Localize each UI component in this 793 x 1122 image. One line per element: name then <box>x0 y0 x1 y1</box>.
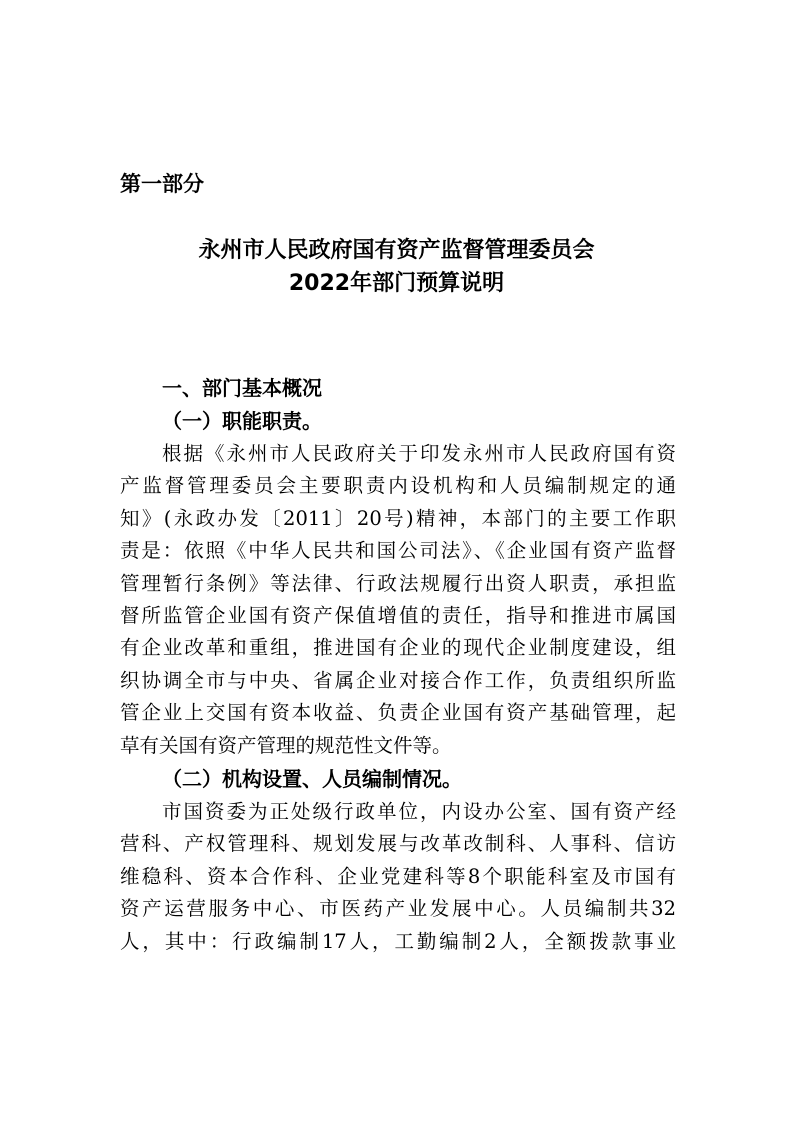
paragraph-line: 织协调全市与中央、省属企业对接合作工作，负责组织所监 <box>120 668 676 692</box>
paragraph <box>120 438 676 762</box>
title-line: 永州市人民政府国有资产监督管理委员会 <box>198 238 595 263</box>
paragraph-line: 管理暂行条例》等法律、行政法规履行出资人职责，承担监 <box>120 571 676 595</box>
subsection-heading: （一）职能职责。 <box>162 409 322 433</box>
paragraph-line: 督所监管企业国有资产保值增值的责任，指导和推进市属国 <box>120 604 676 628</box>
document-body <box>120 372 676 958</box>
section-heading: 一、部门基本概况 <box>162 376 322 400</box>
part-label: 第一部分 <box>120 172 204 196</box>
paragraph-line: 维稳科、资本合作科、企业党建科等8个职能科室及市国有 <box>120 864 676 888</box>
paragraph-line: 产监督管理委员会主要职责内设机构和人员编制规定的通 <box>120 474 676 498</box>
title-line: 2022年部门预算说明 <box>288 271 505 296</box>
paragraph-line: 草有关国有资产管理的规范性文件等。 <box>120 733 452 757</box>
paragraph-line: 管企业上交国有资本收益、负责企业国有资产基础管理，起 <box>120 701 676 725</box>
paragraph-line: 资产运营服务中心、市医药产业发展中心。人员编制共32 <box>120 897 676 921</box>
paragraph-line: 责是：依照《中华人民共和国公司法》、《企业国有资产监督 <box>120 539 676 563</box>
paragraph-line: 知》(永政办发〔2011〕20号)精神，本部门的主要工作职 <box>120 506 676 530</box>
paragraph-line: 根据《永州市人民政府关于印发永州市人民政府国有资 <box>162 442 676 465</box>
paragraph <box>120 796 676 958</box>
paragraph-line: 人，其中：行政编制17人，工勤编制2人，全额拨款事业 <box>120 929 676 953</box>
subsection-heading: （二）机构设置、人员编制情况。 <box>162 767 462 792</box>
document-title <box>0 234 793 300</box>
paragraph-line: 市国资委为正处级行政单位，内设办公室、国有资产经 <box>162 800 676 824</box>
paragraph-line: 营科、产权管理科、规划发展与改革改制科、人事科、信访 <box>120 832 676 856</box>
paragraph-line: 有企业改革和重组，推进国有企业的现代企业制度建设，组 <box>120 636 676 660</box>
